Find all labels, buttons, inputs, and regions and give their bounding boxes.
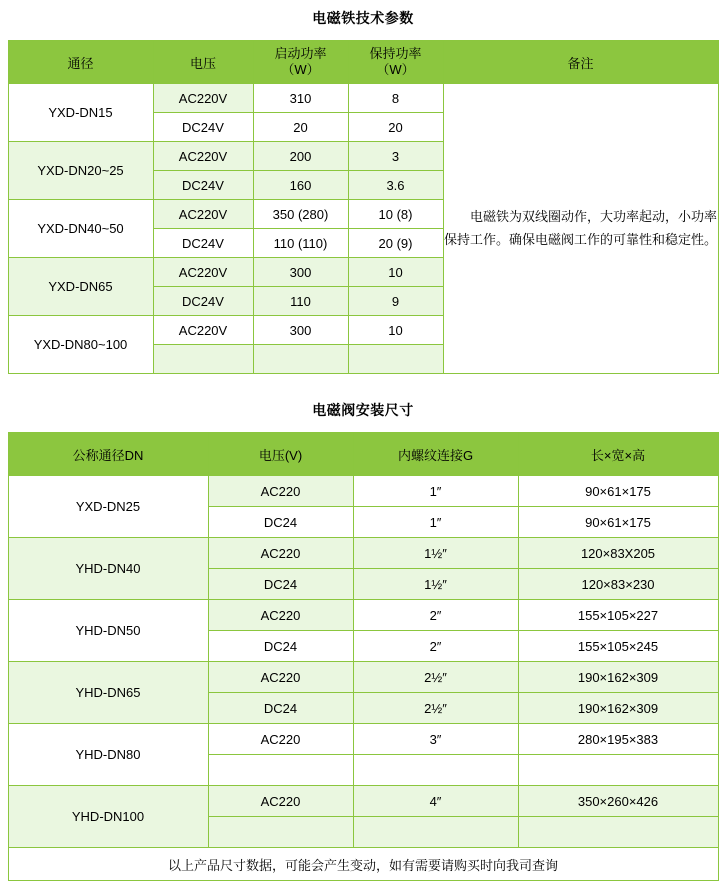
cell-dimensions: 280×195×383	[518, 724, 718, 755]
cell-voltage: AC220	[208, 476, 353, 507]
cell-start-power: 350 (280)	[253, 200, 348, 229]
cell-dimensions: 90×61×175	[518, 507, 718, 538]
cell-voltage: AC220V	[153, 84, 253, 113]
cell-thread: 1″	[353, 476, 518, 507]
cell-thread: 4″	[353, 786, 518, 817]
cell-hold-power: 3	[348, 142, 443, 171]
cell-voltage: DC24	[208, 693, 353, 724]
cell-hold-power: 9	[348, 287, 443, 316]
cell-thread: 2½″	[353, 693, 518, 724]
cell-nominal-bore: YHD-DN80	[8, 724, 208, 786]
cell-bore: YXD-DN40~50	[8, 200, 153, 258]
cell-thread: 1½″	[353, 538, 518, 569]
cell-start-power: 310	[253, 84, 348, 113]
cell-start-power: 300	[253, 258, 348, 287]
header-hold-power	[348, 41, 443, 84]
cell-hold-power: 20 (9)	[348, 229, 443, 258]
cell-voltage: DC24	[208, 631, 353, 662]
cell-hold-power: 3.6	[348, 171, 443, 200]
remark-text: 电磁铁为双线圈动作，大功率起动，小功率保持工作。确保电磁阀工作的可靠性和稳定性。	[443, 209, 717, 247]
table-row	[8, 786, 718, 817]
page-title-dimensions: 电磁阀安装尺寸	[312, 402, 414, 418]
cell-voltage: AC220V	[153, 258, 253, 287]
header-dimensions: 长×宽×高	[518, 433, 718, 476]
cell-thread: 1″	[353, 507, 518, 538]
cell-voltage: DC24V	[153, 113, 253, 142]
cell-bore: YXD-DN65	[8, 258, 153, 316]
cell-voltage	[208, 817, 353, 848]
cell-nominal-bore: YHD-DN40	[8, 538, 208, 600]
table-row	[8, 84, 718, 113]
table-footer-row	[8, 848, 718, 881]
cell-dimensions: 155×105×227	[518, 600, 718, 631]
header-start-power-line1: 启动功率	[274, 45, 327, 61]
cell-hold-power: 10	[348, 316, 443, 345]
electromagnet-spec-table	[8, 40, 719, 374]
header-remark: 备注	[443, 41, 718, 84]
page-title-electromagnet: 电磁铁技术参数	[312, 10, 414, 26]
table-row	[8, 538, 718, 569]
cell-thread	[353, 817, 518, 848]
header-nominal-bore: 公称通径DN	[8, 433, 208, 476]
cell-voltage: DC24	[208, 569, 353, 600]
cell-voltage: DC24V	[153, 171, 253, 200]
cell-voltage: DC24V	[153, 229, 253, 258]
cell-start-power: 110 (110)	[253, 229, 348, 258]
cell-nominal-bore: YXD-DN25	[8, 476, 208, 538]
cell-dimensions: 190×162×309	[518, 662, 718, 693]
table-row	[8, 724, 718, 755]
cell-nominal-bore: YHD-DN100	[8, 786, 208, 848]
cell-start-power: 110	[253, 287, 348, 316]
document-page	[0, 8, 726, 873]
cell-hold-power: 10	[348, 258, 443, 287]
table-header-row	[8, 433, 718, 476]
header-thread: 内螺纹连接G	[353, 433, 518, 476]
cell-start-power: 200	[253, 142, 348, 171]
cell-start-power: 160	[253, 171, 348, 200]
cell-thread: 1½″	[353, 569, 518, 600]
footer-note: 以上产品尺寸数据，可能会产生变动，如有需要请购买时向我司查询	[8, 848, 718, 881]
table-header-row	[8, 41, 718, 84]
cell-thread: 3″	[353, 724, 518, 755]
table-row	[8, 662, 718, 693]
cell-bore: YXD-DN80~100	[8, 316, 153, 374]
header-hold-power-line1: 保持功率	[369, 45, 422, 61]
cell-thread: 2″	[353, 631, 518, 662]
cell-voltage	[208, 755, 353, 786]
cell-voltage: AC220	[208, 662, 353, 693]
header-hold-power-line2: （W）	[376, 62, 415, 77]
cell-nominal-bore: YHD-DN50	[8, 600, 208, 662]
cell-voltage: AC220	[208, 600, 353, 631]
cell-start-power	[253, 345, 348, 374]
cell-dimensions: 90×61×175	[518, 476, 718, 507]
cell-thread: 2½″	[353, 662, 518, 693]
cell-bore: YXD-DN20~25	[8, 142, 153, 200]
cell-bore: YXD-DN15	[8, 84, 153, 142]
cell-dimensions: 120×83X205	[518, 538, 718, 569]
table-row	[8, 600, 718, 631]
cell-start-power: 20	[253, 113, 348, 142]
cell-voltage: AC220	[208, 786, 353, 817]
cell-dimensions: 350×260×426	[518, 786, 718, 817]
header-voltage: 电压(V)	[208, 433, 353, 476]
cell-dimensions	[518, 817, 718, 848]
cell-nominal-bore: YHD-DN65	[8, 662, 208, 724]
cell-voltage: AC220V	[153, 142, 253, 171]
cell-voltage: AC220	[208, 538, 353, 569]
cell-hold-power: 8	[348, 84, 443, 113]
header-bore: 通径	[8, 41, 153, 84]
header-voltage: 电压	[153, 41, 253, 84]
cell-voltage: DC24V	[153, 287, 253, 316]
cell-dimensions: 155×105×245	[518, 631, 718, 662]
cell-hold-power	[348, 345, 443, 374]
cell-voltage: AC220	[208, 724, 353, 755]
valve-dimension-table	[8, 432, 719, 881]
header-start-power	[253, 41, 348, 84]
cell-remark	[443, 84, 718, 374]
cell-voltage: DC24	[208, 507, 353, 538]
cell-dimensions: 120×83×230	[518, 569, 718, 600]
cell-thread: 2″	[353, 600, 518, 631]
cell-hold-power: 20	[348, 113, 443, 142]
cell-dimensions: 190×162×309	[518, 693, 718, 724]
header-start-power-line2: （W）	[281, 62, 320, 77]
table-row	[8, 476, 718, 507]
cell-hold-power: 10 (8)	[348, 200, 443, 229]
cell-voltage: AC220V	[153, 316, 253, 345]
cell-voltage	[153, 345, 253, 374]
cell-dimensions	[518, 755, 718, 786]
cell-thread	[353, 755, 518, 786]
cell-start-power: 300	[253, 316, 348, 345]
cell-voltage: AC220V	[153, 200, 253, 229]
